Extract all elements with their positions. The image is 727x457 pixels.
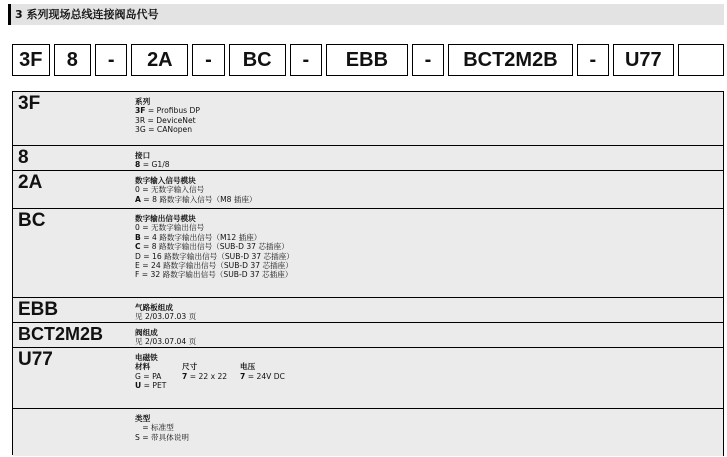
option-text: 0 = 无数字输出信号 bbox=[135, 223, 205, 233]
option-line bbox=[135, 312, 196, 321]
code-separator: - bbox=[577, 44, 609, 76]
code-separator: - bbox=[192, 44, 224, 76]
row-code: 2A bbox=[18, 172, 43, 193]
option-line bbox=[135, 233, 294, 242]
option-key: C bbox=[135, 242, 141, 252]
spec-cell bbox=[240, 372, 285, 381]
code-segment-empty bbox=[678, 44, 724, 76]
row-code: BC bbox=[18, 210, 46, 231]
option-line bbox=[135, 270, 294, 279]
option-line bbox=[135, 433, 189, 442]
table-row bbox=[13, 409, 724, 456]
description-title: 数字输入信号模块 bbox=[135, 176, 196, 185]
row-code: U77 bbox=[18, 349, 53, 370]
option-text: = 标准型 bbox=[135, 423, 174, 433]
option-line bbox=[135, 116, 200, 125]
solenoid-spec-grid bbox=[135, 362, 285, 390]
row-description bbox=[135, 214, 294, 280]
row-description bbox=[135, 151, 170, 170]
option-key: 3F bbox=[135, 106, 146, 116]
option-text: = G1/8 bbox=[140, 160, 170, 170]
table-row bbox=[13, 298, 724, 323]
description-title: 阀组成 bbox=[135, 328, 158, 337]
code-segment: EBB bbox=[326, 44, 408, 76]
option-line bbox=[135, 185, 257, 194]
option-line bbox=[135, 195, 257, 204]
row-description bbox=[135, 303, 196, 322]
code-segment: BC bbox=[229, 44, 286, 76]
row-code: BCT2M2B bbox=[18, 324, 104, 344]
code-separator: - bbox=[412, 44, 444, 76]
option-key: 8 bbox=[135, 160, 141, 170]
option-text: = Profibus DP bbox=[145, 106, 200, 116]
option-line bbox=[135, 423, 189, 432]
row-code: 8 bbox=[18, 147, 29, 168]
code-segment: BCT2M2B bbox=[448, 44, 573, 76]
option-text: = PET bbox=[141, 381, 167, 391]
option-key: 7 bbox=[240, 371, 246, 381]
spec-cell bbox=[182, 372, 240, 381]
spec-header: 材料 bbox=[135, 362, 151, 372]
option-text: 见 2/03.07.04 页 bbox=[135, 337, 197, 347]
spec-cell bbox=[240, 381, 285, 390]
option-text: = 8 路数字输出信号（SUB-D 37 芯插座） bbox=[140, 242, 289, 252]
description-title: 电磁铁 bbox=[135, 353, 158, 362]
spec-header: 电压 bbox=[240, 362, 256, 372]
row-code: EBB bbox=[18, 299, 59, 320]
option-text: F = 32 路数字输出信号（SUB-D 37 芯插座） bbox=[135, 270, 293, 280]
option-line bbox=[135, 337, 196, 346]
table-row bbox=[13, 348, 724, 409]
option-line bbox=[135, 125, 200, 134]
option-line bbox=[135, 252, 294, 261]
option-text: D = 16 路数字输出信号（SUB-D 37 芯插座） bbox=[135, 251, 294, 261]
table-row bbox=[13, 92, 724, 146]
table-row bbox=[13, 171, 724, 209]
option-line bbox=[135, 242, 294, 251]
spec-header: 尺寸 bbox=[182, 362, 198, 372]
code-description-table bbox=[12, 91, 724, 455]
option-line bbox=[135, 160, 170, 169]
code-segment: 3F bbox=[12, 44, 50, 76]
ordering-code-row bbox=[12, 44, 724, 76]
option-text: 0 = 无数字输入信号 bbox=[135, 185, 205, 195]
spec-cell bbox=[135, 372, 182, 381]
option-text: 见 2/03.07.03 页 bbox=[135, 312, 197, 322]
table-row bbox=[13, 209, 724, 298]
code-separator: - bbox=[290, 44, 322, 76]
row-description bbox=[135, 97, 200, 135]
option-key: 7 bbox=[182, 371, 188, 381]
option-text: = 22 x 22 bbox=[187, 371, 228, 381]
description-title: 气路板组成 bbox=[135, 303, 173, 312]
spec-cell bbox=[182, 381, 240, 390]
row-description bbox=[135, 414, 189, 442]
option-text: = 24V DC bbox=[245, 371, 285, 381]
option-text: = 8 路数字输入信号（M8 插座） bbox=[140, 194, 257, 204]
code-separator: - bbox=[95, 44, 127, 76]
row-description bbox=[135, 353, 285, 391]
section-title: 3 系列现场总线连接阀岛代号 bbox=[8, 4, 724, 25]
row-description bbox=[135, 176, 257, 204]
code-segment: 2A bbox=[131, 44, 188, 76]
description-title: 接口 bbox=[135, 151, 151, 160]
option-text: S = 带具体说明 bbox=[135, 432, 189, 442]
option-key: U bbox=[135, 381, 142, 391]
option-text: E = 24 路数字输出信号（SUB-D 37 芯插座） bbox=[135, 261, 293, 271]
code-segment: U77 bbox=[613, 44, 674, 76]
option-text: 3G = CANopen bbox=[135, 125, 193, 135]
option-key: B bbox=[135, 232, 141, 242]
option-line bbox=[135, 223, 294, 232]
row-code: 3F bbox=[18, 93, 41, 114]
description-title: 类型 bbox=[135, 414, 151, 423]
spec-cell bbox=[135, 381, 182, 390]
table-row bbox=[13, 323, 724, 348]
option-text: 3R = DeviceNet bbox=[135, 115, 196, 125]
row-description bbox=[135, 328, 196, 347]
code-segment: 8 bbox=[54, 44, 92, 76]
option-text: G = PA bbox=[135, 371, 162, 381]
option-text: = 4 路数字输出信号（M12 插座） bbox=[140, 232, 262, 242]
option-key: A bbox=[135, 194, 141, 204]
option-line bbox=[135, 106, 200, 115]
table-row bbox=[13, 146, 724, 171]
description-title: 数字输出信号模块 bbox=[135, 214, 196, 223]
description-title: 系列 bbox=[135, 97, 151, 106]
